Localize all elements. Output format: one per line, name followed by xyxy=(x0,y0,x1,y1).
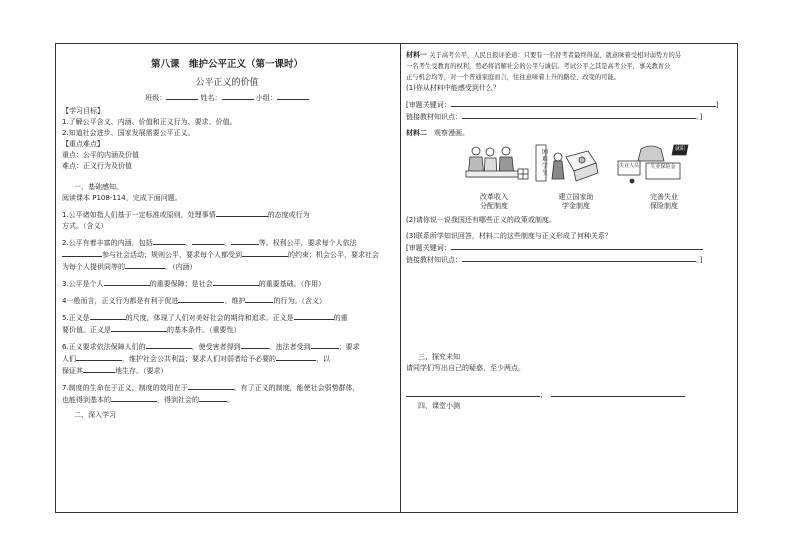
difficult-student-sign: 困难学生 xyxy=(541,149,548,177)
q4-blank-2[interactable] xyxy=(245,295,273,303)
right-column: 材料一 关于高考公平，人民日报评论道：只要有一名替考者最终得逞，就意味着受相对弱势方的另 一名考生受教育的权利，势必将消解社会的公平与诚信。考试公平之其是高考公平，事关教育公 正与机会均等，对一个普通家庭而言，往往意味着上升的路径、改变的可能。 (1)你从材料中能感受到什么？ [审题关键词： ] 链接教材知识点： 。] 材料二 观察漫画。 困难学生 就职 失业保险金 失业人员 改革收入 分配制度 建立国家助 学金制度 完善失业 保险制度 (2)请你说一说我国还有哪些正义的政策或制度。 (3)联系所学知识回答，材料二的这些制度与正义形成了何种关系？ [审题关键词： 链接教材知识点： 。] 三、探究未知 请同学们写出自己的疑惑，至少两点。 ； 四、课堂小测 xyxy=(406,50,731,412)
q3-blank-2[interactable] xyxy=(213,278,259,286)
q2-blank-5[interactable] xyxy=(242,249,288,257)
q2-blank-3[interactable] xyxy=(231,237,259,245)
q2-blank-6[interactable] xyxy=(125,261,165,269)
goal-2: 2.知道社会进步、国家发展需要公平正义。 xyxy=(62,129,195,137)
student-info xyxy=(62,92,392,104)
goal-1: 1.了解公平含义、内涵、价值和正义行为、要求、价值。 xyxy=(62,118,237,126)
question-1: 1.公平诸如指人们基于一定标准或原则，处理事情 的态度或行为 xyxy=(62,211,310,219)
question-blank-1[interactable] xyxy=(406,389,540,397)
column-divider xyxy=(400,43,401,513)
person-label: 失业人员 xyxy=(618,163,639,169)
key-point: 重点：公平的内涵及价值 xyxy=(62,151,139,159)
caption-insurance: 完善失业 保险制度 xyxy=(650,193,678,210)
q2-blank-4[interactable] xyxy=(62,249,102,257)
q5-blank-3[interactable] xyxy=(111,324,167,332)
q1-blank-1[interactable] xyxy=(216,209,268,217)
question-6: 6.正义要求依法保障人们的 ，使受害者得到 、违法者受到 ；要求 xyxy=(62,343,360,351)
material2-question-2: (2)请你说一说我国还有哪些正义的政策或制度。 xyxy=(406,216,556,224)
board-label: 失业保险金 xyxy=(650,164,676,170)
material1-knowledge: 链接教材知识点： 。] xyxy=(406,113,703,121)
question-4: 4一般而言，正义行为都是有利于促进 、维护 的行为。（含义） xyxy=(62,297,326,305)
q6-blank-2[interactable] xyxy=(241,341,269,349)
material2-question-3: (3)联系所学知识回答，材料二的这些制度与正义形成了何种关系？ xyxy=(406,232,612,240)
material2-knowledge-blank[interactable] xyxy=(462,254,696,262)
question-5: 5.正义是 的尺度，体现了人们对美好社会的期待和追求。正义是 的重 xyxy=(62,314,348,322)
left-column: 第八课 维护公平正义（第一课时） 公平正义的价值 班级： 姓名： 小组： 【学习目标】 1.了解公平含义、内涵、价值和正义行为、要求、价值。 2.知道社会进步、国家发展需要公平正义。 【重点难点】 重点：公平的内涵及价值 难点：正义行为及价值 一、基础感知。 阅读课本 P108-114，完成下面问题。 1.公平诸如指人们基于一定标准或原则，处理事情 的态度或行为 方式。（含义） 2.公平有着丰富的内涵，包括 、 、 等。权利公平，要求每个人依法 参与社会活动；规则公平，要求每个人都受到 的约束；机会公平，要求社会 为每个人提供同等的 。（内涵） 3.公平是个人 的重要保障；是社会 的重要基础。（作用） 4一般而言，正义行为都是有利于促进 、维护 的行为。（含义） 5.正义是 的尺度，体现了人们对美好社会的期待和追求。正义是 的重 要价值。正义是 的基本条件。（重要性） 6.正义要求依法保障人们的 ，使受害者得到 、违法者受到 ；要求 人们 ，维护社会公共利益；要求人们对弱者给予必要的 ，以 保证其 地生存。（要求） 7.制度的生命在于正义，制度的效用在于 。有了正义的制度，能使社会弱势群体， 也能得到基本的 ，得到社会的 。 二、深入学习 xyxy=(62,58,392,421)
question-3: 3.公平是个人 的重要保障；是社会 的重要基础。（作用） xyxy=(62,280,326,288)
material1-keywords-blank[interactable] xyxy=(451,99,716,107)
name-label: 姓名： xyxy=(200,94,222,102)
material1-question: (1)你从材料中能感受到什么？ xyxy=(406,84,500,92)
part4-title: 四、课堂小测 xyxy=(418,402,460,410)
lesson-title: 第八课 维护公平正义（第一课时） xyxy=(150,59,303,70)
q5-blank-1[interactable] xyxy=(90,312,126,320)
q6-blank-1[interactable] xyxy=(146,341,192,349)
q3-blank-1[interactable] xyxy=(104,278,150,286)
question-7: 7.制度的生命在于正义，制度的效用在于 。有了正义的制度，能使社会弱势群体， xyxy=(62,384,360,392)
focus-header: 【重点难点】 xyxy=(62,140,104,148)
part1-title: 一、基础感知。 xyxy=(74,183,123,191)
material1-keywords: [审题关键词： ] xyxy=(406,101,719,109)
material1-knowledge-blank[interactable] xyxy=(462,111,696,119)
q7-blank-3[interactable] xyxy=(199,394,227,402)
material1-line1: 材料一 关于高考公平，人民日报评论道：只要有一名替考者最终得逞，就意味着受相对弱势方的另 xyxy=(406,51,682,59)
material2-header: 材料二 观察漫画。 xyxy=(406,129,469,137)
q6-blank-3[interactable] xyxy=(311,341,339,349)
q7-blank-2[interactable] xyxy=(111,394,157,402)
material2-keywords: [审题关键词： xyxy=(406,242,731,254)
name-blank[interactable] xyxy=(222,92,254,100)
q7-blank-1[interactable] xyxy=(188,382,234,390)
question-blank-2[interactable] xyxy=(551,389,685,397)
difficulty: 难点：正义行为及价值 xyxy=(62,162,132,170)
caption-aid: 建立国家助 学金制度 xyxy=(558,193,594,210)
q6-blank-4[interactable] xyxy=(76,353,122,361)
question-2: 2.公平有着丰富的内涵，包括 、 、 等。权利公平，要求每个人依法 xyxy=(62,239,357,247)
bag-label: 就职 xyxy=(674,146,685,152)
q4-blank-1[interactable] xyxy=(178,295,224,303)
part2-title: 二、深入学习 xyxy=(74,411,116,419)
group-label: 小组： xyxy=(255,94,277,102)
part3-instruction: 请同学们写出自己的疑惑，至少两点。 xyxy=(406,364,525,372)
part1-instruction: 阅读课本 P108-114，完成下面问题。 xyxy=(62,194,182,202)
q6-blank-5[interactable] xyxy=(276,353,316,361)
cartoon-illustration xyxy=(406,143,731,213)
q6-blank-6[interactable] xyxy=(83,365,115,373)
part3-title: 三、探究未知 xyxy=(418,353,460,361)
material2-keywords-blank[interactable] xyxy=(451,242,703,250)
material2-knowledge: 链接教材知识点： 。] xyxy=(406,256,703,264)
question-lines: ； xyxy=(406,389,731,401)
goals-header: 【学习目标】 xyxy=(62,107,104,115)
caption-income: 改革收入 分配制度 xyxy=(480,193,508,210)
q5-blank-2[interactable] xyxy=(294,312,334,320)
class-blank[interactable] xyxy=(166,92,198,100)
material1-label: 材料一 xyxy=(406,51,427,59)
class-label: 班级： xyxy=(145,94,167,102)
section-title: 公平正义的价值 xyxy=(195,78,259,88)
q2-blank-1[interactable] xyxy=(153,237,185,245)
group-blank[interactable] xyxy=(277,92,309,100)
q2-blank-2[interactable] xyxy=(192,237,224,245)
